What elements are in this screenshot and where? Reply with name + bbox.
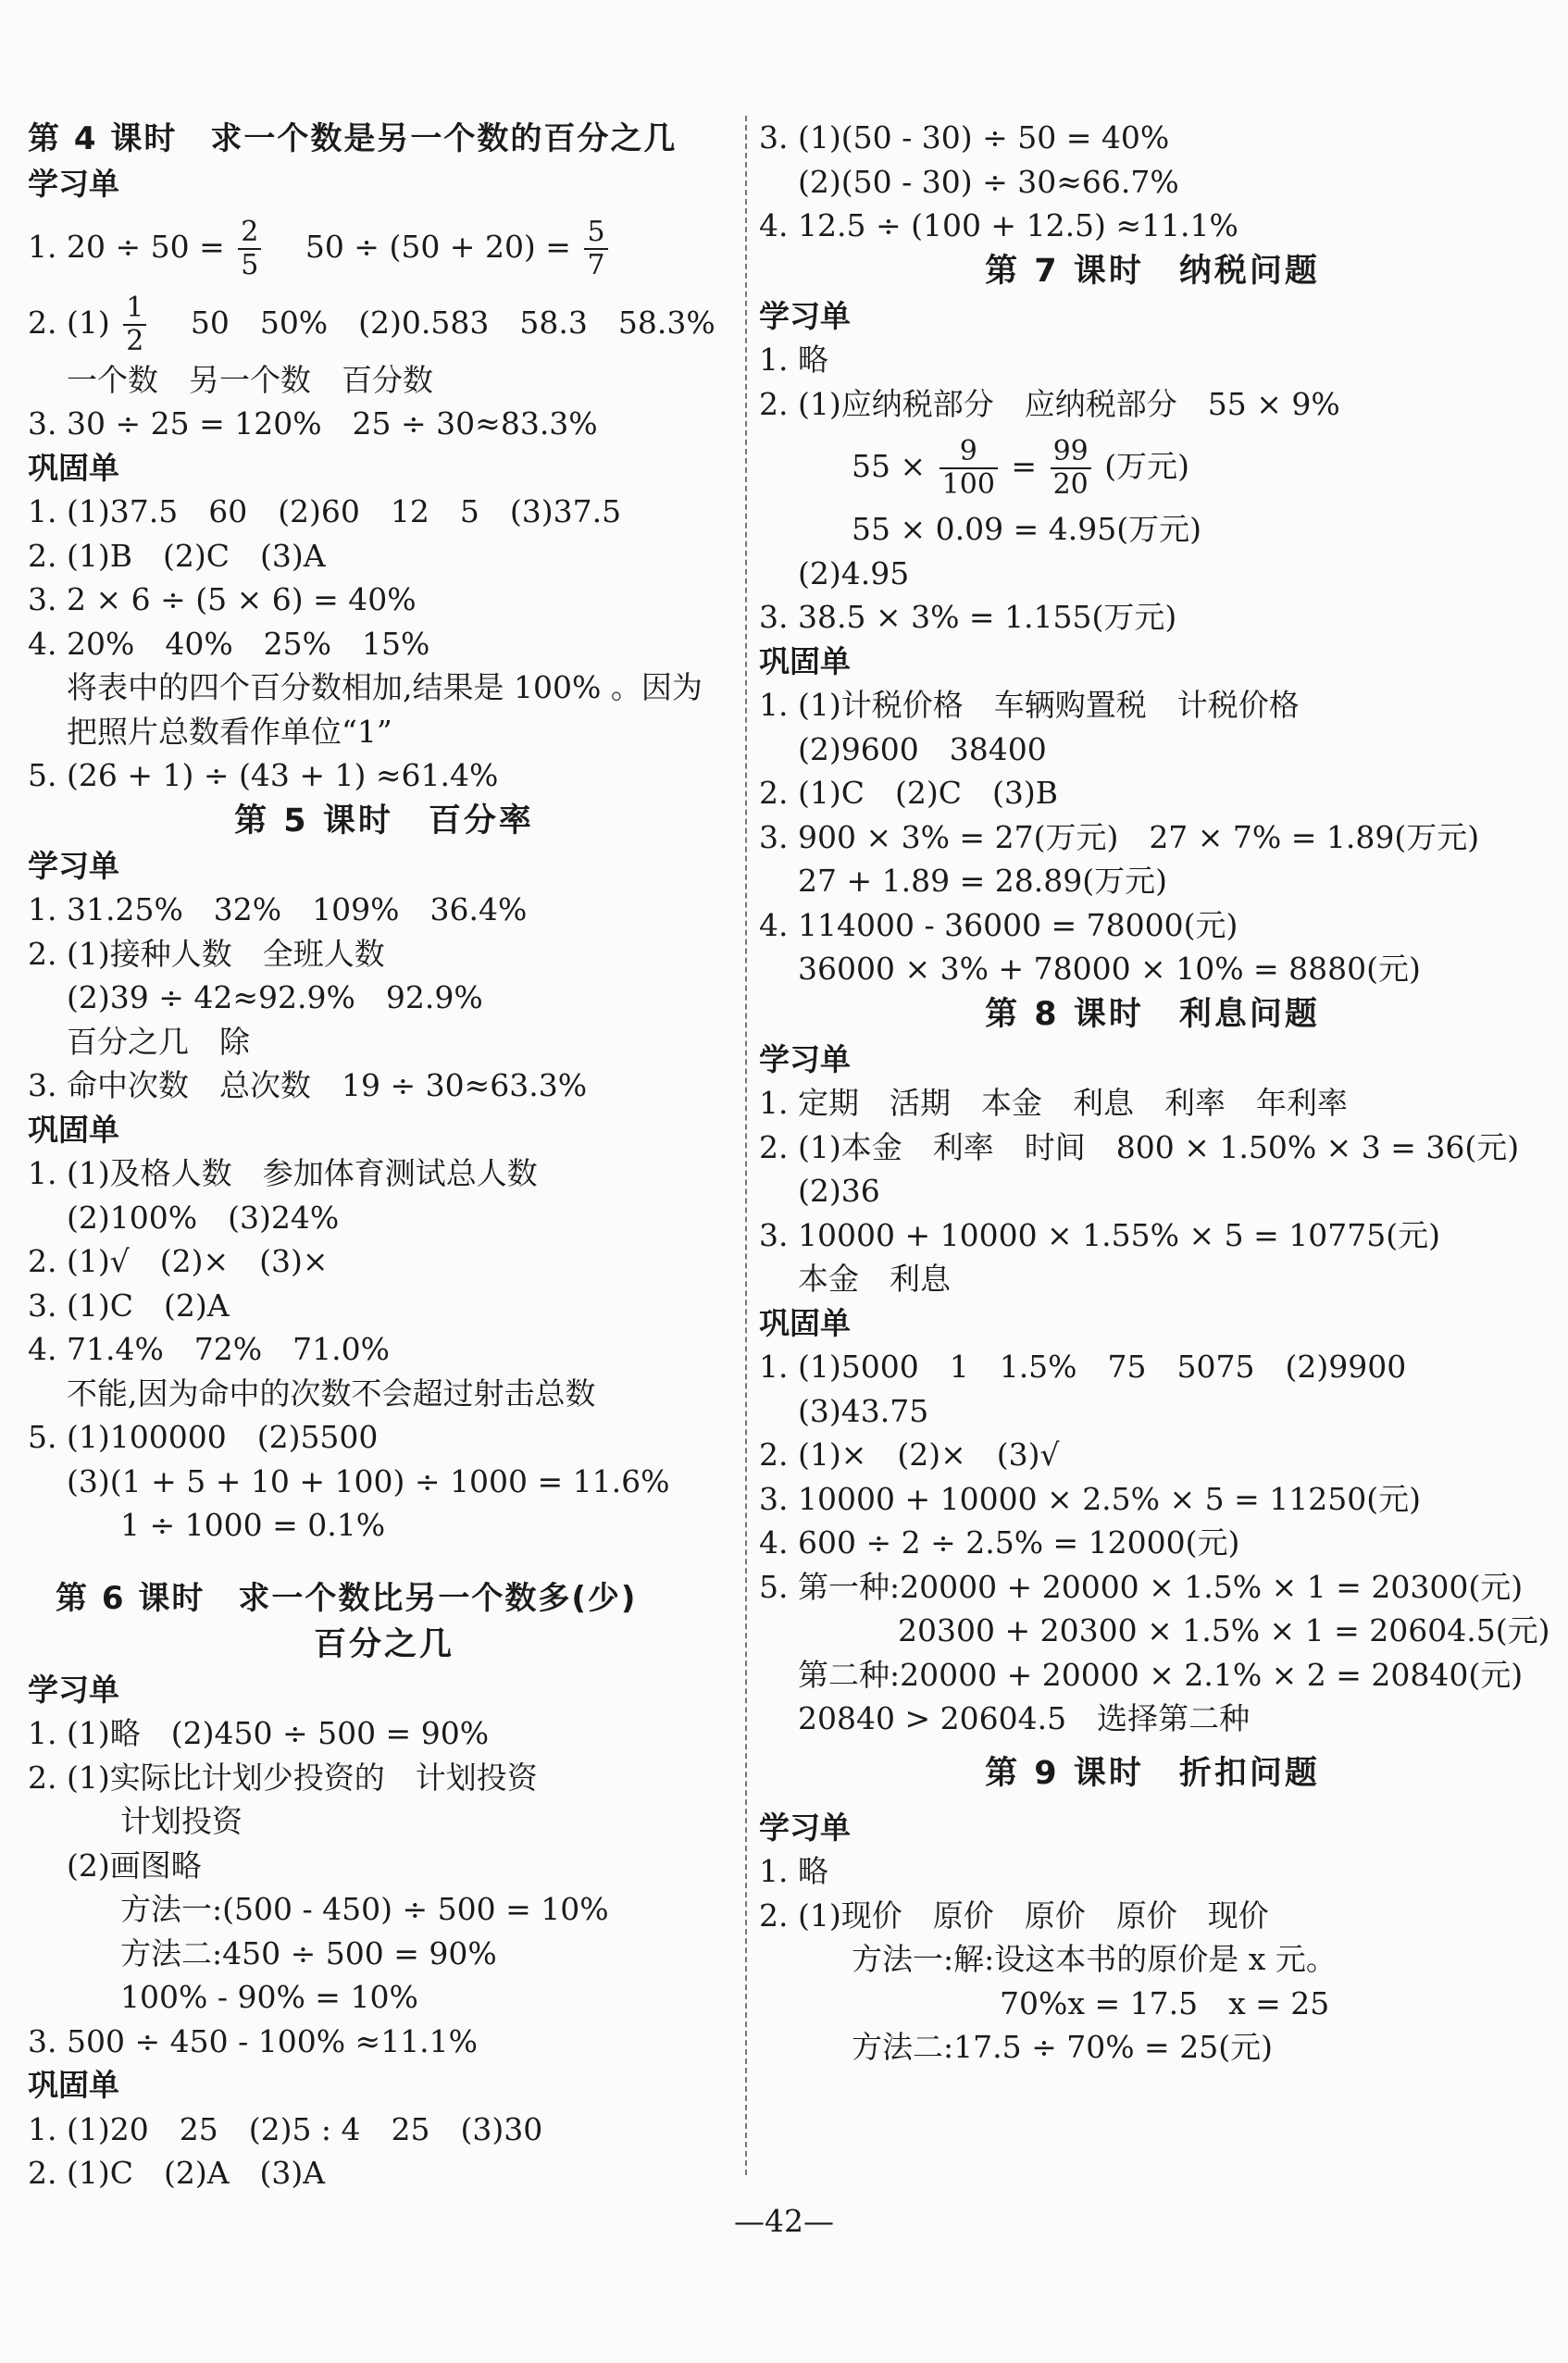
numerator: 2 bbox=[238, 218, 261, 250]
answer-line: 4. 20% 40% 25% 15% bbox=[28, 625, 430, 662]
fraction bbox=[584, 215, 607, 281]
answer-line bbox=[759, 426, 1546, 507]
lesson-9-title: 第 9 课时 折扣问题 bbox=[985, 1754, 1320, 1792]
answer-line: 1. 略 bbox=[759, 1853, 828, 1889]
fraction bbox=[238, 215, 261, 281]
answer-line: 方法二:450 ÷ 500 = 90% bbox=[120, 1934, 497, 1971]
answer-line: 方法一:(500 - 450) ÷ 500 = 10% bbox=[120, 1891, 609, 1927]
answer-line: 2. (1)C (2)A (3)A bbox=[28, 2155, 326, 2191]
answer-line: 第二种:20000 + 20000 × 2.1% × 2 = 20840(元) bbox=[798, 1656, 1524, 1693]
answer-line: 5. (1)100000 (2)5500 bbox=[28, 1419, 379, 1455]
page-number: —42— bbox=[734, 2203, 834, 2239]
answer-line: 3. 命中次数 总次数 19 ÷ 30≈63.3% bbox=[28, 1067, 588, 1103]
answer-line: (2)9600 38400 bbox=[798, 730, 1047, 767]
answer-text: (万元) bbox=[1104, 448, 1189, 484]
answer-line: (2)画图略 bbox=[67, 1847, 202, 1884]
answer-line: 2. (1)应纳税部分 应纳税部分 55 × 9% bbox=[759, 385, 1340, 422]
answer-line: 55 × 0.09 = 4.95(万元) bbox=[852, 511, 1201, 547]
answer-line: 1. (1)计税价格 车辆购置税 计税价格 bbox=[759, 687, 1300, 723]
answer-line: 3. 30 ÷ 25 = 120% 25 ÷ 30≈83.3% bbox=[28, 405, 598, 442]
answer-line: 3. 38.5 × 3% = 1.155(万元) bbox=[759, 599, 1177, 635]
numerator: 9 bbox=[940, 438, 998, 469]
denominator: 20 bbox=[1052, 468, 1089, 501]
answer-line: 1. (1)20 25 (2)5 : 4 25 (3)30 bbox=[28, 2110, 543, 2147]
answer-line: 1. (1)5000 1 1.5% 75 5075 (2)9900 bbox=[759, 1349, 1407, 1385]
answer-line: 2. (1)本金 利率 时间 800 × 1.50% × 3 = 36(元) bbox=[759, 1128, 1520, 1165]
section-gonggu: 巩固单 bbox=[28, 1111, 119, 1148]
answer-line: 3. 500 ÷ 450 - 100% ≈11.1% bbox=[28, 2022, 479, 2059]
answer-line: 3. 2 × 6 ÷ (5 × 6) = 40% bbox=[28, 581, 417, 617]
section-gonggu: 巩固单 bbox=[759, 642, 851, 679]
answer-line: 1. (1)及格人数 参加体育测试总人数 bbox=[28, 1155, 538, 1191]
numerator: 99 bbox=[1051, 438, 1091, 469]
answer-line: (2)39 ÷ 42≈92.9% 92.9% bbox=[67, 979, 483, 1015]
answer-line: 将表中的四个百分数相加,结果是 100% 。因为 bbox=[67, 669, 703, 705]
lesson-4-title: 第 4 课时 求一个数是另一个数的百分之几 bbox=[28, 120, 678, 157]
answer-line: 4. 114000 - 36000 = 78000(元) bbox=[759, 906, 1238, 943]
denominator: 2 bbox=[126, 324, 144, 357]
answer-line: 方法二:17.5 ÷ 70% = 25(元) bbox=[852, 2029, 1273, 2065]
answer-line: 4. 71.4% 72% 71.0% bbox=[28, 1331, 390, 1367]
section-xuexi: 学习单 bbox=[759, 1809, 851, 1846]
answer-line: 3. 900 × 3% = 27(万元) 27 × 7% = 1.89(万元) bbox=[759, 818, 1480, 855]
answer-line: (2)4.95 bbox=[798, 554, 910, 591]
answer-text: 50 50% (2)0.583 58.3 58.3% bbox=[159, 304, 716, 341]
answer-line: 20840 > 20604.5 选择第二种 bbox=[798, 1700, 1251, 1736]
answer-line: 100% - 90% = 10% bbox=[120, 1979, 418, 2015]
answer-line bbox=[28, 206, 740, 288]
answer-line: 3. 10000 + 10000 × 1.55% × 5 = 10775(元) bbox=[759, 1216, 1441, 1253]
answer-line: 本金 利息 bbox=[798, 1261, 951, 1297]
answer-line: 不能,因为命中的次数不会超过射击总数 bbox=[67, 1374, 596, 1412]
denominator: 5 bbox=[241, 248, 259, 281]
left-column bbox=[28, 116, 740, 2195]
answer-line: 70%x = 17.5 x = 25 bbox=[1000, 1984, 1330, 2021]
lesson-7-title: 第 7 课时 纳税问题 bbox=[985, 252, 1320, 290]
answer-line: 2. (1)接种人数 全班人数 bbox=[28, 935, 385, 972]
answer-line: 36000 × 3% + 78000 × 10% = 8880(元) bbox=[798, 951, 1421, 987]
fraction bbox=[1051, 435, 1091, 501]
answer-text: 1. 20 ÷ 50 = bbox=[28, 228, 225, 265]
answer-line: 4. 600 ÷ 2 ÷ 2.5% = 12000(元) bbox=[759, 1524, 1240, 1561]
answer-line: 1. 略 bbox=[759, 342, 828, 378]
answer-line: 2. (1)× (2)× (3)√ bbox=[759, 1436, 1060, 1473]
answer-line: (2)(50 - 30) ÷ 30≈66.7% bbox=[798, 163, 1179, 200]
answer-text: 50 ÷ (50 + 20) = bbox=[274, 228, 571, 265]
answer-line: 2. (1)实际比计划少投资的 计划投资 bbox=[28, 1759, 538, 1796]
numerator: 1 bbox=[123, 294, 146, 326]
answer-line: (3)43.75 bbox=[798, 1392, 929, 1429]
lesson-6-title-line2: 百分之几 bbox=[313, 1625, 454, 1663]
right-column bbox=[759, 116, 1550, 2070]
lesson-5-title: 第 5 课时 百分率 bbox=[234, 802, 534, 839]
answer-text: 2. (1) bbox=[28, 304, 110, 341]
section-xuexi: 学习单 bbox=[759, 297, 851, 334]
answer-line: 2. (1)现价 原价 原价 原价 现价 bbox=[759, 1897, 1269, 1934]
answer-line: (3)(1 + 5 + 10 + 100) ÷ 1000 = 11.6% bbox=[67, 1462, 670, 1499]
answer-line: 1. (1)37.5 60 (2)60 12 5 (3)37.5 bbox=[28, 493, 622, 529]
section-gonggu: 巩固单 bbox=[759, 1304, 851, 1341]
denominator: 7 bbox=[587, 248, 605, 281]
answer-line: 1. 31.25% 32% 109% 36.4% bbox=[28, 891, 528, 927]
answer-line bbox=[28, 288, 740, 358]
section-xuexi: 学习单 bbox=[28, 847, 119, 884]
answer-line: 5. (26 + 1) ÷ (43 + 1) ≈61.4% bbox=[28, 757, 499, 793]
answer-line: 3. (1)(50 - 30) ÷ 50 = 40% bbox=[759, 119, 1170, 155]
lesson-6-title: 第 6 课时 求一个数比另一个数多(少) bbox=[56, 1579, 638, 1617]
answer-line: 5. 第一种:20000 + 20000 × 1.5% × 1 = 20300(元) bbox=[759, 1568, 1524, 1605]
answer-line: 3. (1)C (2)A bbox=[28, 1287, 230, 1324]
section-gonggu: 巩固单 bbox=[28, 449, 119, 486]
answer-line: 一个数 另一个数 百分数 bbox=[67, 361, 433, 398]
answer-line: 2. (1)C (2)C (3)B bbox=[759, 775, 1058, 811]
answer-line: 2. (1)√ (2)× (3)× bbox=[28, 1243, 329, 1279]
answer-line: 2. (1)B (2)C (3)A bbox=[28, 537, 326, 574]
section-xuexi: 学习单 bbox=[28, 1671, 119, 1708]
fraction bbox=[940, 435, 998, 501]
answer-line: 4. 12.5 ÷ (100 + 12.5) ≈11.1% bbox=[759, 207, 1238, 243]
answer-text: 55 × bbox=[852, 448, 927, 484]
answer-line: 计划投资 bbox=[120, 1803, 243, 1839]
section-xuexi: 学习单 bbox=[28, 166, 119, 202]
answer-line: 把照片总数看作单位“1” bbox=[67, 713, 392, 750]
numerator: 5 bbox=[584, 218, 607, 250]
denominator: 100 bbox=[941, 468, 995, 501]
answer-line: (2)36 bbox=[798, 1173, 880, 1209]
fraction bbox=[123, 291, 146, 357]
section-gonggu: 巩固单 bbox=[28, 2067, 119, 2103]
section-xuexi: 学习单 bbox=[759, 1040, 851, 1077]
answer-line: 1. (1)略 (2)450 ÷ 500 = 90% bbox=[28, 1715, 490, 1751]
answer-line: 百分之几 除 bbox=[67, 1023, 250, 1060]
answer-line: 3. 10000 + 10000 × 2.5% × 5 = 11250(元) bbox=[759, 1480, 1422, 1517]
answer-line: 方法一:解:设这本书的原价是 x 元。 bbox=[852, 1941, 1337, 1977]
answer-line: 20300 + 20300 × 1.5% × 1 = 20604.5(元) bbox=[898, 1612, 1550, 1648]
answer-line: 1 ÷ 1000 = 0.1% bbox=[120, 1507, 386, 1543]
answer-line: 27 + 1.89 = 28.89(万元) bbox=[798, 863, 1167, 899]
column-divider bbox=[745, 116, 747, 2175]
answer-text: = bbox=[1011, 448, 1038, 484]
lesson-8-title: 第 8 课时 利息问题 bbox=[985, 995, 1320, 1033]
answer-line: (2)100% (3)24% bbox=[67, 1199, 340, 1236]
answer-line: 1. 定期 活期 本金 利息 利率 年利率 bbox=[759, 1085, 1348, 1121]
